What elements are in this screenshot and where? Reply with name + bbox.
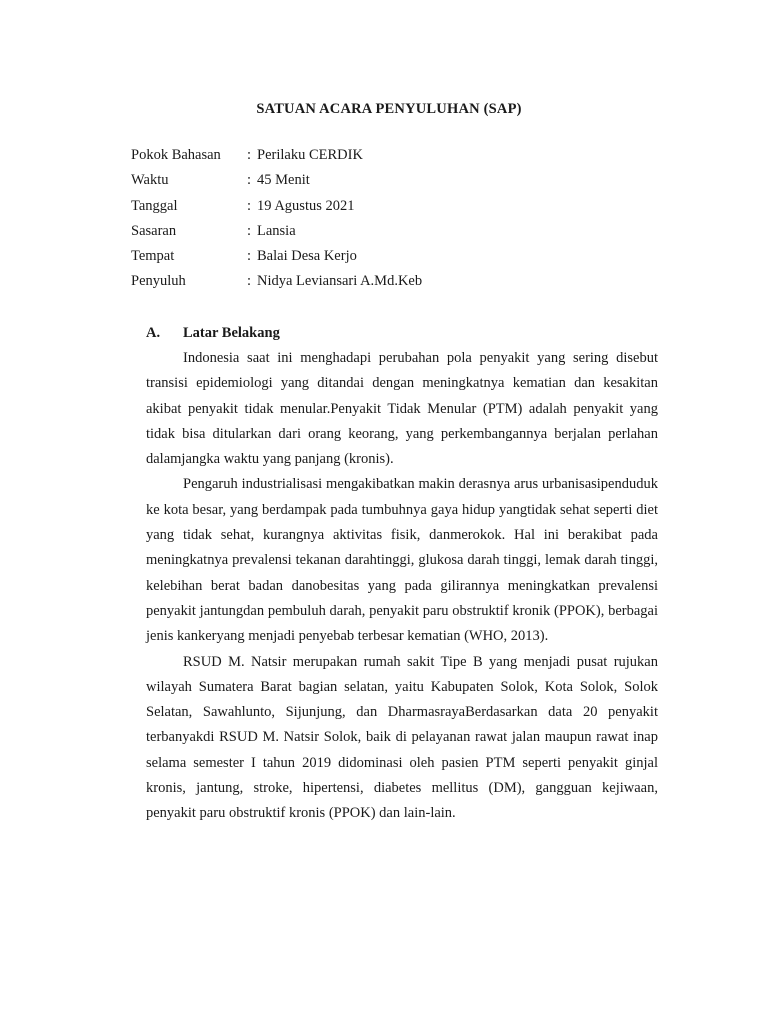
info-table: [131, 143, 422, 295]
info-label: Penyuluh: [131, 273, 186, 290]
section-heading: [146, 325, 280, 342]
info-separator: :: [247, 147, 252, 163]
info-row-penyuluh: [131, 269, 422, 294]
info-row-sasaran: [131, 219, 422, 244]
section-title: Latar Belakang: [183, 325, 280, 341]
info-label: Pokok Bahasan: [131, 147, 221, 163]
info-value: Balai Desa Kerjo: [257, 248, 357, 265]
info-row-tanggal: [131, 194, 422, 219]
info-value: Nidya Leviansari A.Md.Keb: [257, 273, 423, 290]
section-letter: A.: [146, 325, 161, 341]
info-row-pokok-bahasan: [131, 143, 422, 168]
paragraph: Pengaruh industrialisasi mengakibatkan makin derasnya arus urbanisasipenduduk ke kota besar, yang berdampak pada tumbuhnya gaya hidup yangtidak sehat seperti diet yang tidak sehat, kurangnya aktivitas fisik, danmerokok. Hal ini berakibat pada meningkatnya prevalensi tekanan darahtinggi, glukosa darah tinggi, lemak darah tinggi, kelebihan berat badan danobesitas yang pada gilirannya meningkatkan prevalensi penyakit jantungdan pembuluh darah, penyakit paru obstruktif kronik (PPOK), berbagai jenis kankeryang menjadi penyebab terbesar kematian (WHO, 2013).: [146, 476, 658, 645]
info-row-waktu: [131, 168, 422, 193]
paragraph: Indonesia saat ini menghadapi perubahan pola penyakit yang sering disebut transisi epidemiologi yang ditandai dengan meningkatnya kematian dan kesakitan akibat penyakit tidak menular.Penyakit Tidak Menular (PTM) adalah penyakit yang tidak bisa ditularkan dari orang keorang, yang perkembangannya berjalan perlahan dalamjangka waktu yang panjang (kronis).: [146, 350, 658, 468]
info-separator: :: [247, 273, 252, 290]
info-row-tempat: [131, 244, 422, 269]
info-label: Waktu: [131, 172, 169, 189]
info-label: Sasaran: [131, 222, 177, 239]
info-value: Lansia: [257, 222, 296, 239]
info-separator: :: [247, 248, 252, 265]
info-value: Perilaku CERDIK: [257, 147, 363, 163]
info-separator: :: [247, 222, 252, 239]
info-label: Tempat: [131, 248, 175, 265]
info-separator: :: [247, 172, 252, 189]
info-label: Tanggal: [131, 197, 178, 214]
info-value: 19 Agustus 2021: [257, 197, 355, 214]
info-value: 45 Menit: [257, 172, 310, 189]
document-title: SATUAN ACARA PENYULUHAN (SAP): [256, 101, 522, 117]
info-separator: :: [247, 197, 252, 214]
paragraph: RSUD M. Natsir merupakan rumah sakit Tipe B yang menjadi pusat rujukan wilayah Sumatera Barat bagian selatan, yaitu Kabupaten Solok, Kota Solok, Solok Selatan, Sawahlunto, Sijunjung, dan DharmasrayaBerdasarkan data 20 penyakit terbanyakdi RSUD M. Natsir Solok, baik di pelayanan rawat jalan maupun rawat inap selama semester I tahun 2019 didominasi oleh pasien PTM seperti penyakit ginjal kronis, jantung, stroke, hipertensi, diabetes mellitus (DM), gangguan kejiwaan, penyakit paru obstruktif kronis (PPOK) dan lain-lain.: [146, 653, 658, 822]
section-body: [146, 346, 658, 827]
